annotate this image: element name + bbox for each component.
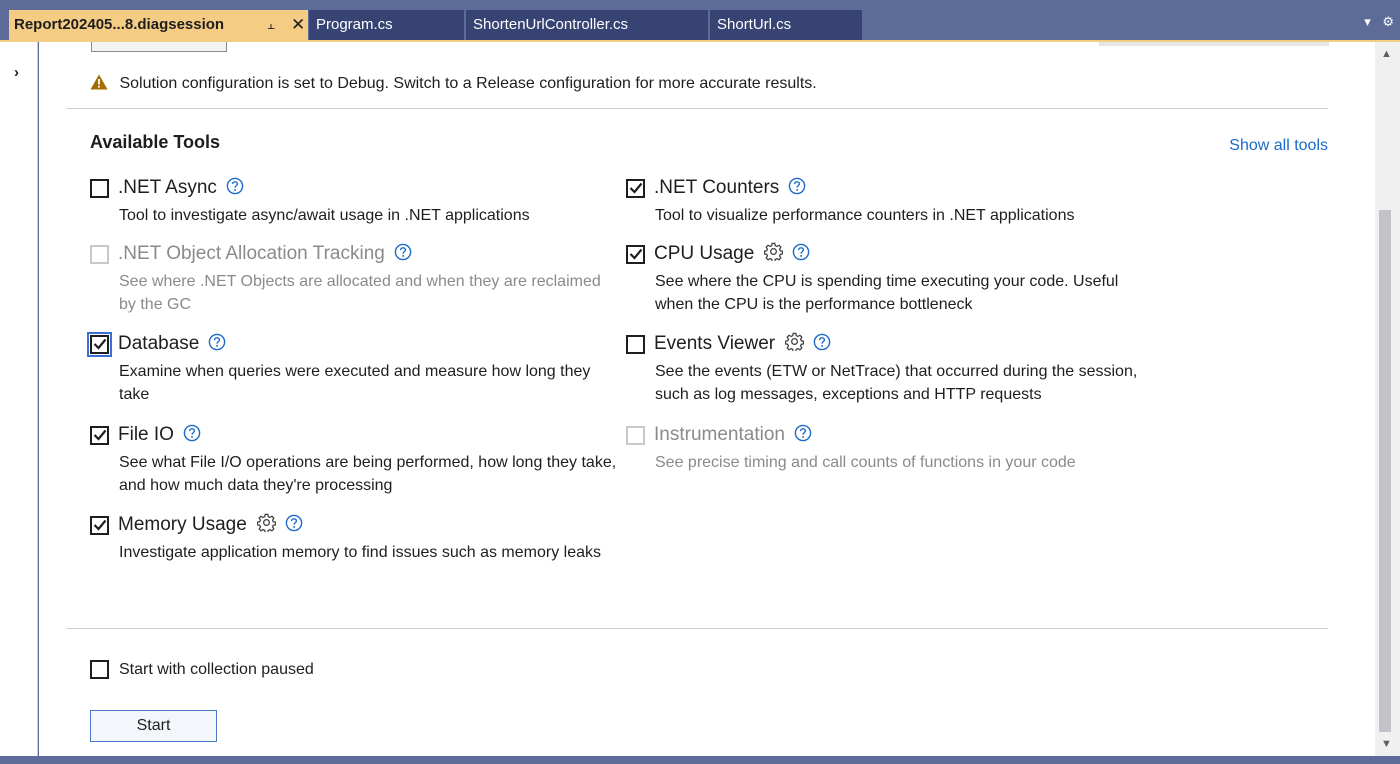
scroll-up-icon[interactable]: ▲ <box>1381 48 1392 60</box>
chevron-right-icon[interactable]: › <box>14 64 19 81</box>
chevron-down-icon[interactable]: ▾ <box>1364 14 1371 29</box>
tool-name[interactable]: .NET Async <box>118 177 217 198</box>
tool-name: Instrumentation <box>654 424 785 445</box>
debug-config-warning <box>90 74 817 95</box>
tool-memory-usage <box>90 513 620 564</box>
start-paused-label: Start with collection paused <box>119 660 314 678</box>
tool-description: Tool to visualize performance counters in .NET applications <box>655 207 1075 224</box>
tool-name[interactable]: File IO <box>118 424 174 445</box>
tab-strip-tools <box>1356 14 1394 30</box>
gear-icon[interactable] <box>785 332 804 356</box>
show-all-tools-link[interactable]: Show all tools <box>1229 137 1328 154</box>
tool-description: See what File I/O operations are being performed, how long they take, and how much data they're processing <box>119 454 617 494</box>
tool-header <box>90 513 620 537</box>
gear-icon[interactable] <box>257 513 276 537</box>
tool-net-counters <box>626 176 1156 227</box>
tool-checkbox-memory-usage[interactable] <box>90 516 109 535</box>
start-paused-checkbox[interactable] <box>90 660 109 679</box>
divider-top <box>66 108 1328 109</box>
tool-header <box>626 332 1156 356</box>
help-icon[interactable] <box>813 333 831 356</box>
tool-name: .NET Object Allocation Tracking <box>118 243 385 264</box>
left-gutter <box>0 42 38 756</box>
tool-name[interactable]: Database <box>118 333 200 354</box>
partially-visible-bar <box>1099 42 1329 46</box>
tool-net-object-allocation-tracking <box>90 242 620 316</box>
tool-database <box>90 332 620 406</box>
tool-description: See where the CPU is spending time executing your code. Useful when the CPU is the performance bottleneck <box>655 273 1119 313</box>
tab-label: Report202405...8.diagsession <box>14 16 225 33</box>
tool-checkbox-database[interactable] <box>90 335 109 354</box>
tool-description: See precise timing and call counts of functions in your code <box>655 454 1076 471</box>
tab-label: Program.cs <box>316 16 393 33</box>
tool-net-async <box>90 176 620 227</box>
tab-program-cs[interactable] <box>309 10 464 40</box>
tab-label: ShortenUrlController.cs <box>473 16 629 33</box>
help-icon[interactable] <box>794 424 812 447</box>
tool-description: Examine when queries were executed and measure how long they take <box>119 363 591 403</box>
help-icon[interactable] <box>792 243 810 266</box>
tool-header <box>90 423 620 447</box>
warning-text: Solution configuration is set to Debug. Switch to a Release configuration for more accurate results. <box>119 75 817 92</box>
tool-name[interactable]: .NET Counters <box>654 177 780 198</box>
tool-checkbox-net-counters[interactable] <box>626 179 645 198</box>
divider-bottom <box>66 628 1328 629</box>
tool-description: See the events (ETW or NetTrace) that occurred during the session, such as log messages, exceptions and HTTP requests <box>655 363 1138 403</box>
available-tools-title: Available Tools <box>90 132 221 152</box>
help-icon[interactable] <box>394 243 412 266</box>
tool-checkbox-file-io[interactable] <box>90 426 109 445</box>
tool-header <box>626 176 1156 200</box>
start-button[interactable]: Start <box>90 710 217 742</box>
document-tab-strip <box>0 0 1400 42</box>
tool-name[interactable]: Memory Usage <box>118 514 247 535</box>
help-icon[interactable] <box>788 177 806 200</box>
partially-visible-button[interactable] <box>91 42 227 52</box>
help-icon[interactable] <box>226 177 244 200</box>
tool-checkbox-instrumentation <box>626 426 645 445</box>
scroll-thumb[interactable] <box>1379 210 1391 732</box>
close-icon[interactable]: ✕ <box>291 15 306 34</box>
tool-name[interactable]: CPU Usage <box>654 243 755 264</box>
warning-icon <box>90 74 108 95</box>
tab-shorturl-cs[interactable] <box>710 10 862 40</box>
tab-label: ShortUrl.cs <box>717 16 792 33</box>
tool-instrumentation <box>626 423 1156 474</box>
scroll-down-icon[interactable]: ▼ <box>1381 738 1392 750</box>
tool-header <box>90 332 620 356</box>
tool-description: See where .NET Objects are allocated and when they are reclaimed by the GC <box>119 273 601 313</box>
tool-checkbox-net-object-allocation-tracking <box>90 245 109 264</box>
tool-name[interactable]: Events Viewer <box>654 333 776 354</box>
tool-file-io <box>90 423 620 497</box>
diagnostics-config-panel <box>39 42 1375 756</box>
tool-events-viewer <box>626 332 1156 406</box>
tool-header <box>90 242 620 266</box>
tool-header <box>626 242 1156 266</box>
tool-header <box>626 423 1156 447</box>
tool-description: Investigate application memory to find issues such as memory leaks <box>119 544 601 561</box>
tool-checkbox-cpu-usage[interactable] <box>626 245 645 264</box>
tool-cpu-usage <box>626 242 1156 316</box>
help-icon[interactable] <box>183 424 201 447</box>
tool-header <box>90 176 620 200</box>
tool-checkbox-net-async[interactable] <box>90 179 109 198</box>
gear-icon[interactable]: ⚙ <box>1382 14 1394 29</box>
tool-description: Tool to investigate async/await usage in .NET applications <box>119 207 530 224</box>
help-icon[interactable] <box>208 333 226 356</box>
tab-shortenurlcontroller-cs[interactable] <box>466 10 708 40</box>
help-icon[interactable] <box>285 514 303 537</box>
vertical-scrollbar[interactable] <box>1375 42 1400 756</box>
pin-icon[interactable]: ⫠ <box>267 17 275 32</box>
tool-checkbox-events-viewer[interactable] <box>626 335 645 354</box>
bottom-chrome-bar <box>0 756 1400 764</box>
gear-icon[interactable] <box>764 242 783 266</box>
tab-report-diagsession[interactable] <box>9 10 308 40</box>
start-paused-option[interactable] <box>90 660 314 679</box>
